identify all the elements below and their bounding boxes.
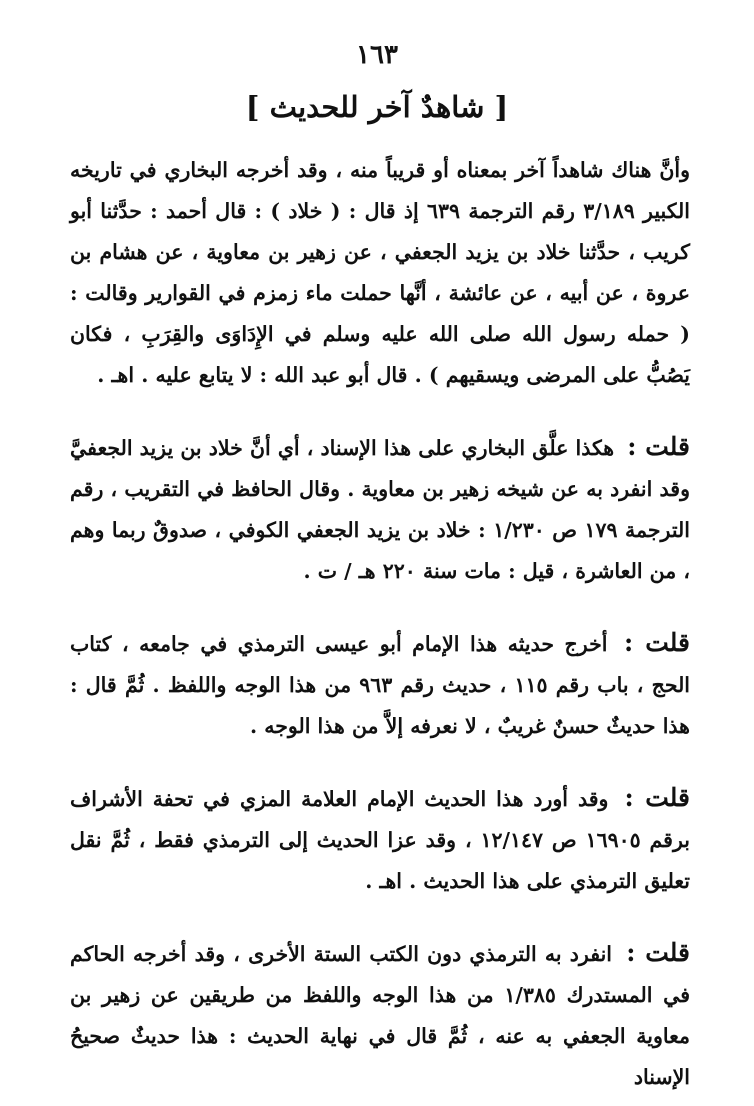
paragraph-1 (70, 150, 690, 396)
section-heading: [ شاهدٌ آخر للحديث ] (245, 90, 509, 124)
paragraph-2-lead: قلت : (627, 432, 690, 461)
paragraph-3 (70, 622, 690, 747)
paragraph-4-lead: قلت : (624, 783, 690, 812)
paragraph-5-lead: قلت : (626, 938, 690, 967)
paragraph-4 (70, 777, 690, 902)
paragraph-5 (70, 932, 690, 1098)
paragraph-3-lead: قلت : (623, 628, 691, 657)
paragraph-3-text: أخرج حديثه هذا الإمام أبو عيسى الترمذي في جامعه ، كتاب الحج ، باب رقم ١١٥ ، حديث رقم ٩٦٣ من هذا الوجه واللفظ . ثُمَّ قال : هذا حديثٌ حسنٌ غريبٌ ، لا نعرفه إلاَّ من هذا الوجه . (70, 632, 691, 738)
paragraph-5-text: انفرد به الترمذي دون الكتب الستة الأخرى ، وقد أخرجه الحاكم في المستدرك ١/٣٨٥ من هذا الوجه واللفظ من طريقين عن زهير بن معاوية الجعفي به عنه ، ثُمَّ قال في نهاية الحديث : هذا حديثٌ صحيحُ الإسناد (70, 942, 690, 1089)
paragraph-2 (70, 426, 690, 592)
paragraph-1-text: وأنَّ هناك شاهداً آخر بمعناه أو قريباً منه ، وقد أخرجه البخاري في تاريخه الكبير ٣/١٨٩ رقم الترجمة ٦٣٩ إذ قال : ( خلاد ) : قال أحمد : حدَّثنا أبو كريب ، حدَّثنا خلاد بن يزيد الجعفي ، عن زهير بن معاوية ، عن هشام بن عروة ، عن أبيه ، عن عائشة ، أنَّها حملت ماء زمزم في القوارير وقالت : ( حمله رسول الله صلى الله عليه وسلم في الإِدَاوَى والقِرَبِ ، فكان يَصُبُّ على المرضى ويسقيهم ) . قال أبو عبد الله : لا يتابع عليه . اهـ . (70, 158, 690, 387)
body-text (70, 150, 690, 1098)
page-number: ١٦٣ (356, 40, 398, 70)
paragraph-4-text: وقد أورد هذا الحديث الإمام العلامة المزي في تحفة الأشراف برقم ١٦٩٠٥ ص ١٢/١٤٧ ، وقد عزا الحديث إلى الترمذي فقط ، ثُمَّ نقل تعليق الترمذي على هذا الحديث . اهـ . (70, 787, 690, 893)
paragraph-2-text: هكذا علَّق البخاري على هذا الإسناد ، أي أنَّ خلاد بن يزيد الجعفيَّ وقد انفرد به عن شيخه زهير بن معاوية . وقال الحافظ في التقريب ، رقم الترجمة ١٧٩ ص ١/٢٣٠ : خلاد بن يزيد الجعفي الكوفي ، صدوقٌ ربما وهم ، من العاشرة ، قيل : مات سنة ٢٢٠ هـ / ت . (70, 436, 690, 583)
